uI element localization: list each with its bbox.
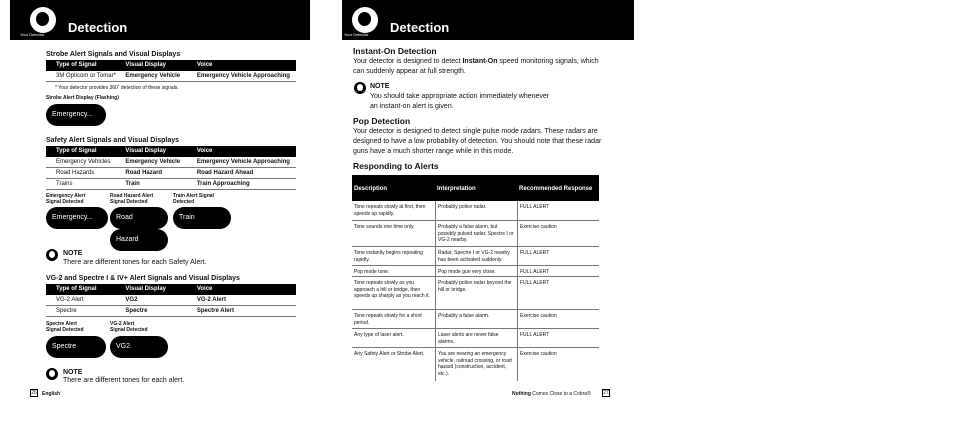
safety-note-title: NOTE (63, 250, 83, 257)
note-icon (46, 368, 58, 380)
vg2-label-spectre: Spectre Alert Signal Detected (46, 321, 84, 333)
right-page (344, 0, 609, 429)
vg2-note-text: There are different tones for each alert. (63, 377, 185, 384)
left-page-number: 26 (31, 390, 37, 396)
right-page-number: 27 (603, 390, 609, 396)
table-row: 3M Opticom or Tomar* Emergency Vehicle Emergency Vehicle Approaching (46, 71, 296, 82)
responding-title: Responding to Alerts (353, 161, 439, 171)
table-row: Spectre Spectre Spectre Alert (46, 306, 296, 317)
left-page (20, 0, 300, 429)
strobe-display: Emergency... (46, 104, 106, 126)
safety-label-road: Road Hazard Alert Signal Detected (110, 193, 154, 205)
safety-display-train: Train (173, 207, 231, 229)
instant-title: Instant-On Detection (353, 46, 437, 56)
table-row: Tone repeats slowly as you approach a hill or bridge, then speeds up sharply as you reach it. Probably police radar beyond the hill or bridge. FULL ALERT (352, 277, 599, 310)
table-row: Trains Train Train Approaching (46, 179, 296, 190)
table-row: Pop mode tone. Pop mode gun very close. FULL ALERT (352, 266, 599, 277)
right-header (342, 0, 634, 40)
left-header-sub: Your Detector (20, 32, 45, 37)
strobe-display-label: Strobe Alert Display (Flashing) (46, 95, 119, 101)
safety-display-road: Road (110, 207, 168, 229)
right-header-sub: Your Detector (344, 32, 369, 37)
table-row: Any Safety Alert or Strobe Alert. You are nearing an emergency vehicle, railroad crossing, or road hazard (construction, accident, etc.). Exercise caution (352, 348, 599, 381)
vg2-display-vg2: VG2 (110, 336, 168, 358)
table-row: Tone repeats slowly for a short period. Probably a false alarm. Exercise caution (352, 310, 599, 329)
pop-text: Your detector is designed to detect single pulse mode radars. These radars are designed to have a low probability of detection. You should note that these radar guns have a much shorter range while in this mode. (353, 128, 602, 155)
table-header: Type of Signal Visual Display Voice (46, 60, 296, 71)
table-row: Tone instantly begins repeating rapidly. Radar, Spectre I or VG-2 nearby has been activated suddenly. FULL ALERT (352, 247, 599, 266)
table-row: Road Hazards Road Hazard Road Hazard Ahead (46, 168, 296, 179)
strobe-table (46, 60, 296, 82)
table-row: Tone sounds one time only. Probably a false alarm, but possibly pulsed radar, Spectre I or VG-2 nearby. Exercise caution (352, 221, 599, 247)
vg2-label-vg2: VG-2 Alert Signal Detected (110, 321, 148, 333)
strobe-footnote: * Your detector provides 360˚ detection of these signals. (55, 85, 179, 91)
instant-note-text: You should take appropriate action immediately whenever an instant-on alert is given. (370, 93, 550, 110)
table-row: Any type of laser alert. Laser alerts are never false alarms. FULL ALERT (352, 329, 599, 348)
vg2-title: VG-2 and Spectre I & IV+ Alert Signals and Visual Displays (46, 275, 240, 282)
left-header (10, 0, 310, 40)
table-header: Type of Signal Visual Display Voice (46, 146, 296, 157)
cobra-logo-icon (30, 7, 56, 33)
table-row: Tone repeats slowly at first, then speeds up rapidly. Probably police radar. FULL ALERT (352, 201, 599, 221)
note-icon (354, 82, 366, 94)
table-row: Emergency Vehicles Emergency Vehicle Emergency Vehicle Approaching (46, 157, 296, 168)
safety-label-emergency: Emergency Alert Signal Detected (46, 193, 86, 205)
table-header: Description Interpretation Recommended Response (352, 175, 599, 201)
safety-note-text: There are different tones for each Safety Alert. (63, 259, 207, 266)
right-header-title: Detection (390, 20, 450, 35)
pop-title: Pop Detection (353, 116, 411, 126)
safety-display-hazard: Hazard (110, 229, 168, 251)
left-footer: English (42, 391, 61, 397)
safety-display-emergency: Emergency... (46, 207, 108, 229)
table-row: VG-2 Alert VG2 VG-2 Alert (46, 295, 296, 306)
table-header: Type of Signal Visual Display Voice (46, 284, 296, 295)
vg2-table (46, 284, 296, 317)
note-icon (46, 249, 58, 261)
safety-table (46, 146, 296, 190)
safety-title: Safety Alert Signals and Visual Displays (46, 137, 180, 144)
cobra-logo-icon (352, 7, 378, 33)
left-header-title: Detection (68, 20, 128, 35)
safety-label-train: Train Alert Signal Detected (173, 193, 214, 205)
instant-text: Your detector is designed to detect Instant-On speed monitoring signals, which can suddenly appear at full strength. (353, 58, 599, 75)
vg2-note-title: NOTE (63, 369, 83, 376)
vg2-display-spectre: Spectre (46, 336, 106, 358)
instant-note-title: NOTE (370, 83, 390, 90)
strobe-title: Strobe Alert Signals and Visual Displays (46, 51, 181, 58)
responding-table (352, 175, 599, 381)
right-footer: Nothing Comes Close to a Cobra® (512, 391, 591, 397)
